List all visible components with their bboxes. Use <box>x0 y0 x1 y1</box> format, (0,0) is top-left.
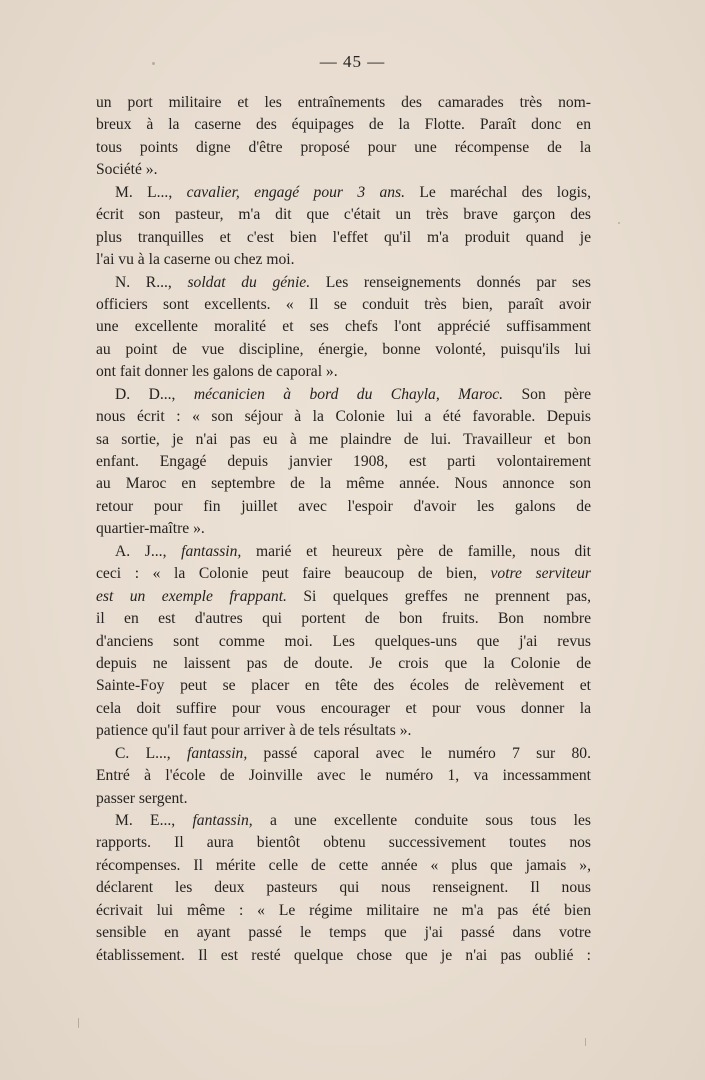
text-run: N. R..., <box>115 273 188 291</box>
text-line: tous points digne d'être proposé pour une récompense de la <box>96 138 591 156</box>
text-line <box>96 182 591 204</box>
text-line: récompenses. Il mérite celle de cette année « plus que jamais », <box>96 856 591 874</box>
text-line: sensible en ayant passé le temps que j'ai passé dans votre <box>96 924 591 942</box>
text-line: Sainte-Foy peut se placer en tête des écoles de relèvement et <box>96 677 591 695</box>
text-line: plus tranquilles et c'est bien l'effet qu'il m'a produit quand je <box>96 228 591 246</box>
paper-speck <box>78 1018 79 1028</box>
text-line: retour pour fin juillet avec l'espoir d'avoir les galons de <box>96 497 591 515</box>
text-run: M. L..., <box>115 183 187 201</box>
text-line: au Maroc en septembre de la même année. Nous annonce son <box>96 475 591 493</box>
text-line: au point de vue discipline, énergie, bonne volonté, puisqu'ils lui <box>96 340 591 358</box>
text-line <box>96 384 591 406</box>
text-line: l'ai vu à la caserne ou chez moi. <box>96 251 295 269</box>
text-line: enfant. Engagé depuis janvier 1908, est parti volontairement <box>96 453 591 470</box>
text-line: il en est d'autres qui portent de bon fruits. Bon nombre <box>96 610 591 628</box>
text-line: d'anciens sont comme moi. Les quelques-uns que j'ai revus <box>96 632 591 650</box>
text-line <box>96 743 591 765</box>
italic-run: fantassin, <box>187 744 248 762</box>
paper-speck <box>152 62 155 65</box>
text-line: breux à la caserne des équipages de la Flotte. Paraît donc en <box>96 116 591 134</box>
italic-run: fantassin, <box>192 812 253 829</box>
text-line: établissement. Il est resté quelque chose que je n'ai pas oublié : <box>96 946 591 964</box>
text-line: un port militaire et les entraînements des camarades très nom- <box>96 94 591 111</box>
text-run: Son père <box>503 385 591 403</box>
italic-run: votre serviteur <box>490 565 591 583</box>
text-line: déclarent les deux pasteurs qui nous renseignent. Il nous <box>96 879 591 897</box>
text-line <box>96 563 591 585</box>
text-line: écrit son pasteur, m'a dit que c'était un très brave garçon des <box>96 206 591 224</box>
text-run: ceci : « la Colonie peut faire beaucoup de bien, <box>96 565 491 583</box>
text-line: quartier-maître ». <box>96 520 205 538</box>
text-line: ont fait donner les galons de caporal ». <box>96 363 338 381</box>
text-run: Si quelques greffes ne prennent pas, <box>286 587 591 605</box>
text-line: cela doit suffire pour vous encourager et pour vous donner la <box>96 699 591 717</box>
italic-run: est un exemple frappant. <box>96 587 287 605</box>
italic-run: fantassin, <box>181 542 242 560</box>
text-run: a une excellente conduite sous tous les <box>252 812 591 829</box>
text-line: sa sortie, je n'ai pas eu à me plaindre de lui. Travailleur et bon <box>96 430 591 448</box>
text-line <box>96 810 591 832</box>
text-line: nous écrit : « son séjour à la Colonie lui a été favorable. Depuis <box>96 408 591 426</box>
text-line <box>96 272 591 294</box>
text-run: C. L..., <box>115 744 187 762</box>
paper-speck <box>618 222 620 224</box>
text-line: Société ». <box>96 161 158 179</box>
italic-run: cavalier, engagé pour 3 ans. <box>186 183 406 201</box>
text-line: officiers sont excellents. « Il se conduit très bien, paraît avoir <box>96 295 591 313</box>
text-run: Le maréchal des logis, <box>405 183 591 201</box>
text-run: M. E..., <box>115 812 193 829</box>
text-line: depuis ne laissent pas de doute. Je crois que la Colonie de <box>96 654 591 672</box>
italic-run: soldat du génie. <box>187 273 311 291</box>
text-run: marié et heureux père de famille, nous dit <box>241 542 591 560</box>
text-run: D. D..., <box>115 385 194 403</box>
text-line: passer sergent. <box>96 789 188 807</box>
body-text <box>96 92 591 967</box>
text-line: Entré à l'école de Joinville avec le numéro 1, va incessamment <box>96 767 591 785</box>
paper-speck <box>585 1038 586 1046</box>
italic-run: mécanicien à bord du Chayla, Maroc. <box>193 385 504 403</box>
page-number: — 45 — <box>319 52 386 71</box>
text-line: écrivait lui même : « Le régime militaire ne m'a pas été bien <box>96 901 591 919</box>
text-line: une excellente moralité et ses chefs l'ont apprécié suffisamment <box>96 318 591 336</box>
text-run: passé caporal avec le numéro 7 sur 80. <box>247 744 591 762</box>
text-line <box>96 586 591 608</box>
text-run: Les renseignements donnés par ses <box>310 273 591 291</box>
text-line <box>96 541 591 563</box>
text-line: rapports. Il aura bientôt obtenu successivement toutes nos <box>96 834 591 852</box>
text-run: A. J..., <box>115 542 182 560</box>
text-line: patience qu'il faut pour arriver à de tels résultats ». <box>96 722 412 740</box>
